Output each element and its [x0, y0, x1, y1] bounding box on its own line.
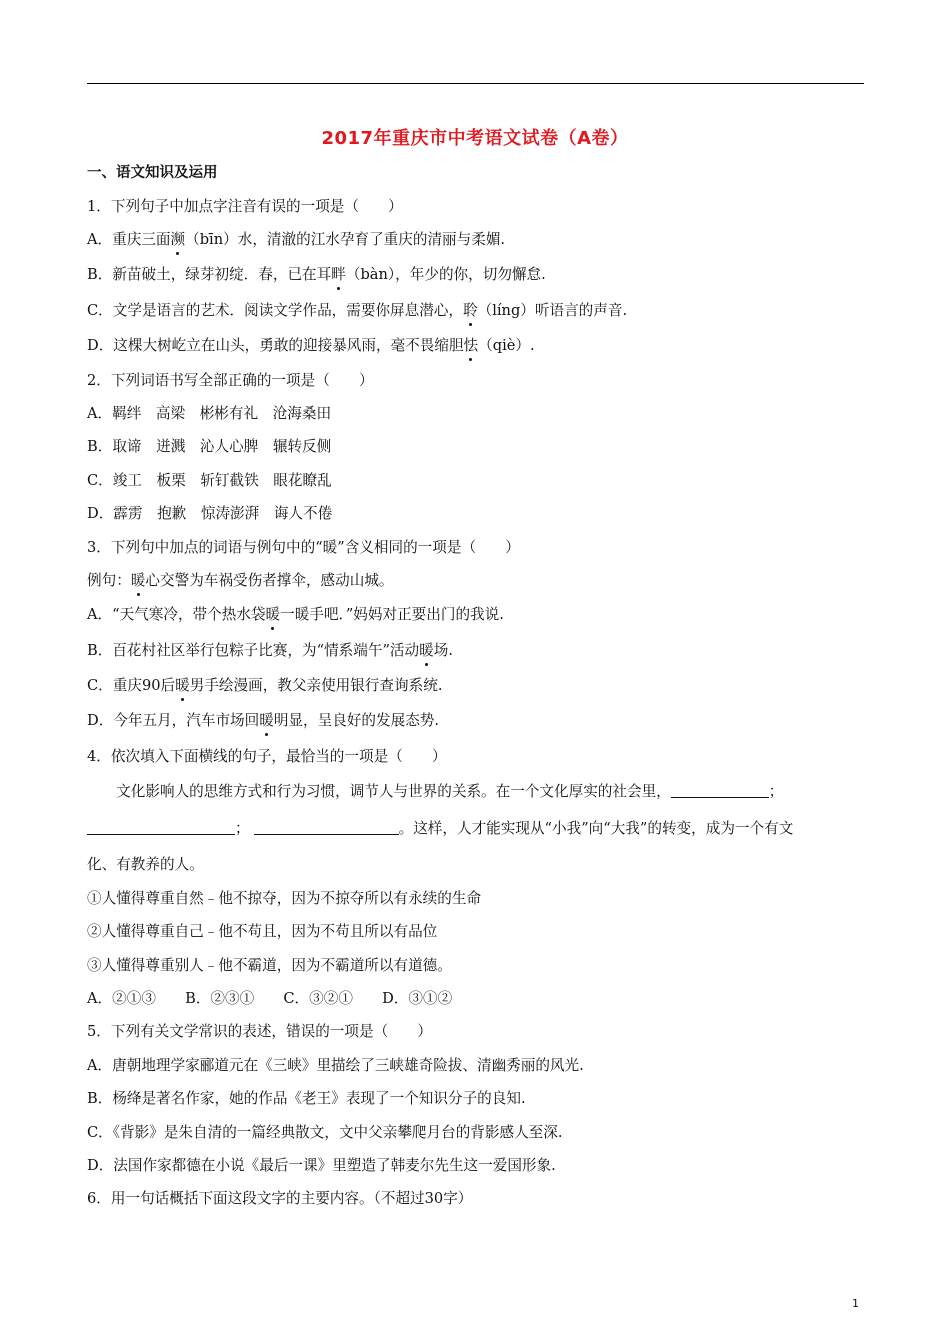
- q4-passage-line1: 文化影响人的思维方式和行为习惯，调节人与世界的关系。在一个文化厚实的社会里， ；: [87, 783, 784, 800]
- q4-sentence-2: ②人懂得尊重自己﹣他不苟且，因为不苟且所以有品位: [87, 923, 438, 940]
- emphasis-char: 暖: [259, 712, 274, 729]
- emphasis-char: 聆: [463, 302, 478, 319]
- page-title: 2017年重庆市中考语文试卷（A卷）: [321, 128, 629, 149]
- emphasis-char: 濒: [170, 231, 186, 248]
- q3-stem: 3．下列句中加点的词语与例句中的“暖”含义相同的一项是（ ）: [87, 539, 520, 556]
- q4-passage-line3: 化、有教养的人。: [87, 856, 204, 873]
- q1-stem: 1．下列句子中加点字注音有误的一项是（ ）: [87, 198, 403, 215]
- q1-option-b: B．新苗破土，绿芽初绽．春，已在耳畔（bàn），年少的你，切勿懈怠.: [87, 266, 546, 283]
- q1-option-d: D．这棵大树屹立在山头，勇敢的迎接暴风雨，毫不畏缩胆怯（qiè）.: [87, 337, 535, 354]
- q3-option-b: B．百花村社区举行包粽子比赛，为“情系端午”活动暖场.: [87, 642, 453, 659]
- q2-stem: 2．下列词语书写全部正确的一项是（ ）: [87, 372, 374, 389]
- q3-option-c: C．重庆90后暖男手绘漫画，教父亲使用银行查询系统.: [87, 677, 443, 694]
- q4-sentence-3: ③人懂得尊重别人﹣他不霸道，因为不霸道所以有道德。: [87, 957, 452, 974]
- q2-option-d: D．霹雳 抱歉 惊涛澎湃 诲人不倦: [87, 505, 333, 522]
- header-rule: [87, 83, 864, 84]
- section-heading: 一、语文知识及运用: [87, 165, 218, 181]
- q6-stem: 6．用一句话概括下面这段文字的主要内容。（不超过30字）: [87, 1190, 473, 1207]
- q4-stem: 4．依次填入下面横线的句子，最恰当的一项是（ ）: [87, 748, 447, 765]
- fill-blank-1[interactable]: [671, 783, 769, 798]
- q1-option-c: C．文学是语言的艺术．阅读文学作品，需要你屏息潜心，聆（líng）听语言的声音.: [87, 302, 628, 319]
- q2-option-a: A．羁绊 高梁 彬彬有礼 沧海桑田: [87, 405, 332, 422]
- q2-option-c: C．竣工 板栗 斩钉截铁 眼花瞭乱: [87, 472, 332, 489]
- q5-option-c: C．《背影》是朱自清的一篇经典散文，文中父亲攀爬月台的背影感人至深.: [87, 1124, 563, 1141]
- q4-sentence-1: ①人懂得尊重自然﹣他不掠夺，因为不掠夺所以有永续的生命: [87, 890, 482, 907]
- emphasis-char: 暖: [130, 572, 146, 589]
- q4-options: A．②①③ B．②③① C．③②① D．③①②: [87, 990, 453, 1007]
- q5-stem: 5．下列有关文学常识的表述，错误的一项是（ ）: [87, 1023, 432, 1040]
- q2-option-b: B．取谛 迸溅 沁人心脾 辗转反侧: [87, 438, 332, 455]
- q5-option-d: D．法国作家都德在小说《最后一课》里塑造了韩麦尔先生这一爱国形象.: [87, 1157, 556, 1174]
- q1-option-a: A．重庆三面濒（bīn）水，清澈的江水孕育了重庆的清丽与柔媚.: [87, 231, 506, 248]
- emphasis-char: 暖: [265, 606, 281, 623]
- emphasis-char: 暖: [175, 677, 190, 694]
- q5-option-b: B．杨绛是著名作家，她的作品《老王》表现了一个知识分子的良知.: [87, 1090, 526, 1107]
- emphasis-char: 暖: [419, 642, 434, 659]
- q3-example: 例句：暖心交警为车祸受伤者撑伞，感动山城。: [87, 572, 394, 589]
- q5-option-a: A．唐朝地理学家郦道元在《三峡》里描绘了三峡雄奇险拔、清幽秀丽的风光.: [87, 1057, 584, 1074]
- fill-blank-3[interactable]: [254, 820, 399, 835]
- emphasis-char: 怯: [463, 337, 479, 354]
- emphasis-char: 畔: [331, 266, 346, 283]
- page-number: 1: [852, 1297, 859, 1310]
- q4-passage-line2: ； 。这样，人才能实现从“小我”向“大我”的转变，成为一个有文: [87, 819, 793, 839]
- q3-option-d: D．今年五月，汽车市场回暖明显，呈良好的发展态势.: [87, 712, 440, 729]
- q3-option-a: A．“天气寒冷，带个热水袋暖一暖手吧．”妈妈对正要出门的我说.: [87, 606, 504, 623]
- fill-blank-2[interactable]: [87, 820, 235, 835]
